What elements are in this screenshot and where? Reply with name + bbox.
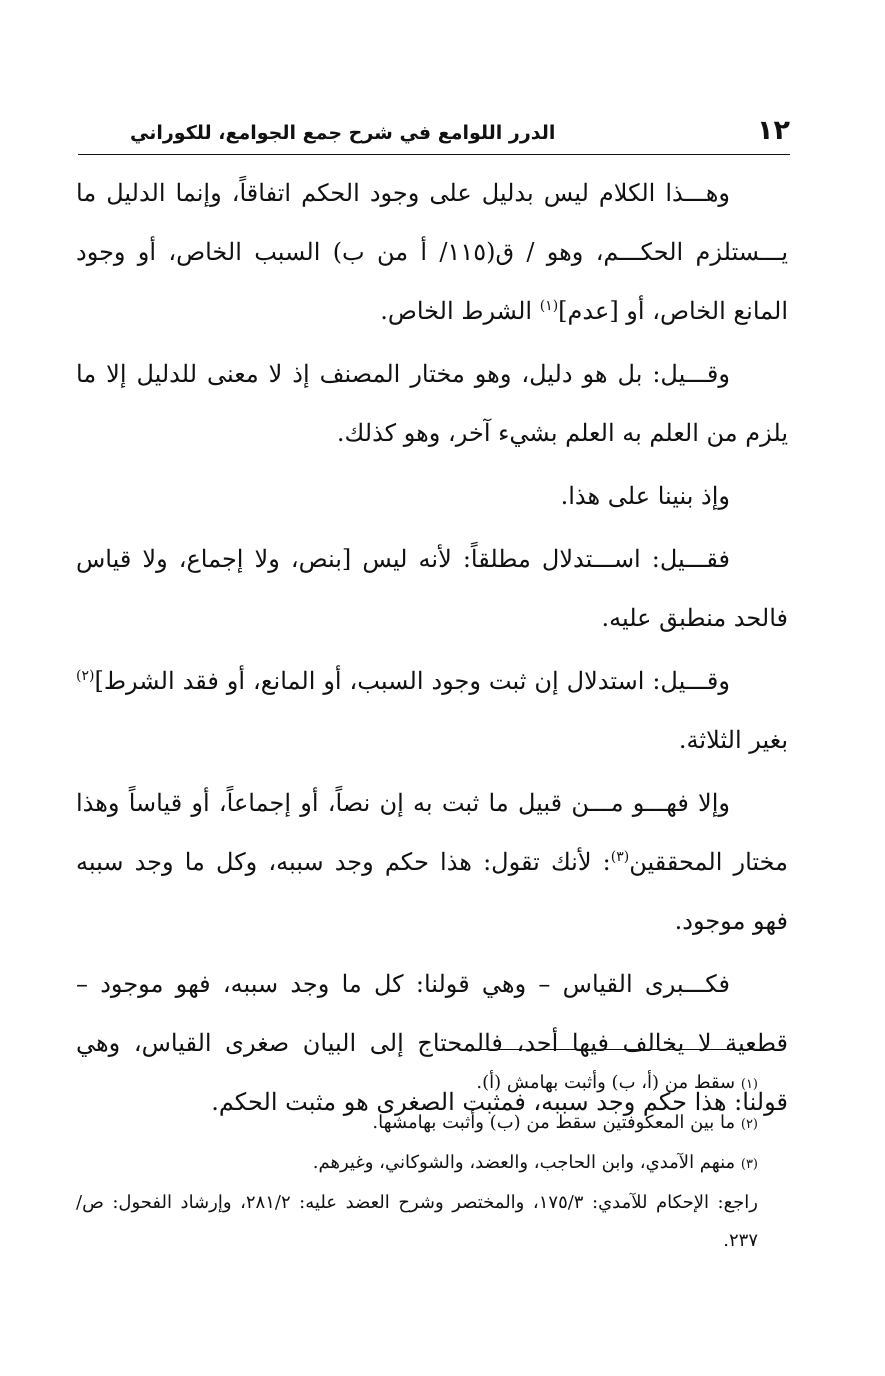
footnote-marker: (٢) [76,668,95,684]
footnote-number: (١) [740,1077,758,1092]
paragraph: وإذ بنينا على هذا. [560,482,730,510]
paragraph: وقـــيل: بل هو دليل، وهو مختار المصنف إذ لا معنى للدليل إلا ما يلزم من العلم به العلم بشيء آخر، وهو كذلك. [76,360,788,447]
footnote-reference: راجع: الإحكام للآمدي: ١٧٥/٣، والمختصر وشرح العضد عليه: ٢٨١/٢، وإرشاد الفحول: ص/٢٣٧. [76,1192,759,1251]
running-title: الدرر اللوامع في شرح جمع الجوامع، للكوراني [130,122,556,144]
main-text [76,164,788,1132]
paragraph: وهـــذا الكلام ليس بدليل على وجود الحكم اتفاقاً، وإنما الدليل ما يـــستلزم الحكـــم، وهو / ق(١١٥/ أ من ب) السبب الخاص، أو وجود المانع الخاص، أو [عدم]$^{(١)}$ الشرط الخاص. [76,179,788,325]
footnote-marker: (٣) [610,849,630,865]
footnotes [76,1064,788,1260]
footnote: (٣) منهم الآمدي، وابن الحاجب، والعضد، والشوكاني، وغيرهم. [312,1152,758,1173]
page-header [78,112,790,148]
paragraph: فكـــبرى القياس – وهي قولنا: كل ما وجد سببه، فهو موجود – قطعية لا يخالف فيها أحد، فالمحتاج إلى البيان صغرى القياس، وهي قولنا: هذا حكم وجد سببه، فمثبت الصغرى هو مثبت الحكم. [76,970,788,1116]
footnote-number: (٣) [740,1157,758,1172]
footnote-marker: (١) [539,298,559,314]
header-rule [78,154,790,155]
page-number: ١٢ [757,115,790,146]
paragraph: وإلا فهـــو مـــن قبيل ما ثبت به إن نصاً، أو إجماعاً، أو قياساً وهذا مختار المحققين$^{(٣)}$: لأنك تقول: هذا حكم وجد سببه، وكل ما وجد سببه فهو موجود. [76,789,788,935]
footnote-separator [480,1049,782,1050]
footnote: (١) سقط من (أ، ب) وأثبت بهامش (أ). [476,1072,758,1093]
paragraph: فقـــيل: اســـتدلال مطلقاً: لأنه ليس [بنص، ولا إجماع، ولا قياس فالحد منطبق عليه. [76,545,788,632]
paragraph: وقـــيل: استدلال إن ثبت وجود السبب، أو المانع، أو فقد الشرط]$^{(٢)}$ بغير الثلاثة. [76,667,788,754]
footnote: (٢) ما بين المعكوفتين سقط من (ب) وأثبت بهامشها. [372,1112,758,1133]
footnote-number: (٢) [740,1117,758,1132]
